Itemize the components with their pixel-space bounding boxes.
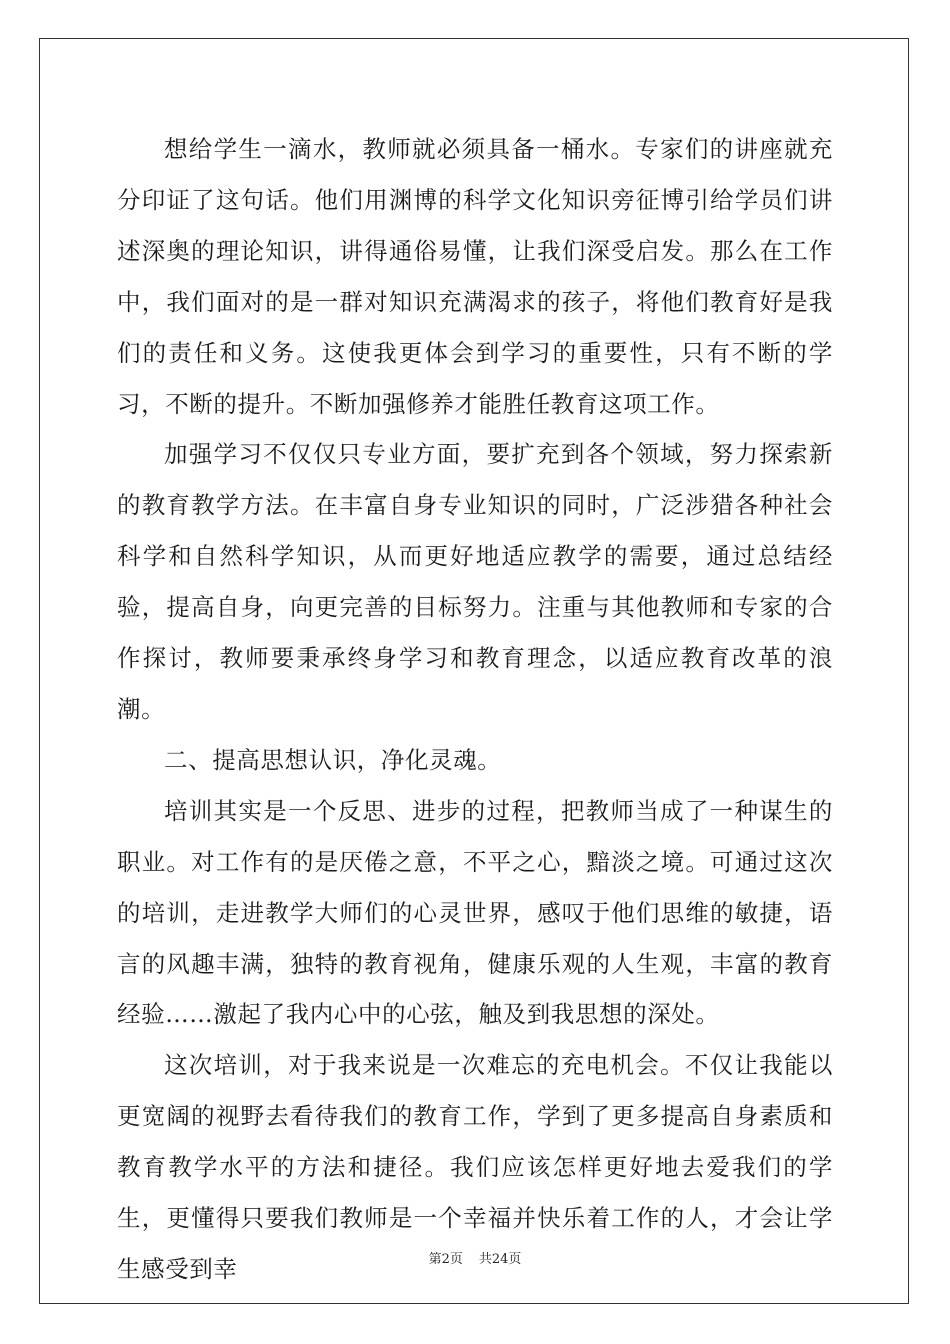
document-body (117, 124, 833, 1295)
paragraph: 这次培训，对于我来说是一次难忘的充电机会。不仅让我能以更宽阔的视野去看待我们的教育工作，学到了更多提高自身素质和教育教学水平的方法和捷径。我们应该怎样更好地去爱我们的学生，更懂得只要我们教师是一个幸福并快乐着工作的人，才会让学生感受到幸 (117, 1051, 833, 1283)
total-page-count: 共24页 (478, 1252, 522, 1267)
page-footer (0, 1248, 950, 1267)
paragraph: 培训其实是一个反思、进步的过程，把教师当成了一种谋生的职业。对工作有的是厌倦之意，不平之心，黯淡之境。可通过这次的培训，走进教学大师们的心灵世界，感叹于他们思维的敏捷，语言的风趣丰满，独特的教育视角，健康乐观的人生观，丰富的教育经验……激起了我内心中的心弦，触及到我思想的深处。 (117, 796, 833, 1029)
paragraph: 想给学生一滴水，教师就必须具备一桶水。专家们的讲座就充分印证了这句话。他们用渊博的科学文化知识旁征博引给学员们讲述深奥的理论知识，讲得通俗易懂，让我们深受启发。那么在工作中，我们面对的是一群对知识充满渴求的孩子，将他们教育好是我们的责任和义务。这使我更体会到学习的重要性，只有不断的学习，不断的提升。不断加强修养才能胜任教育这项工作。 (117, 135, 833, 418)
section-heading: 二、提高思想认识，净化灵魂。 (164, 745, 502, 774)
paragraph: 加强学习不仅仅只专业方面，要扩充到各个领域，努力探索新的教育教学方法。在丰富自身专业知识的同时，广泛涉猎各种社会科学和自然科学知识，从而更好地适应教学的需要，通过总结经验，提高自身，向更完善的目标努力。注重与其他教师和专家的合作探讨，教师要秉承终身学习和教育理念，以适应教育改革的浪潮。 (117, 440, 833, 723)
current-page-number: 第2页 (428, 1252, 463, 1267)
